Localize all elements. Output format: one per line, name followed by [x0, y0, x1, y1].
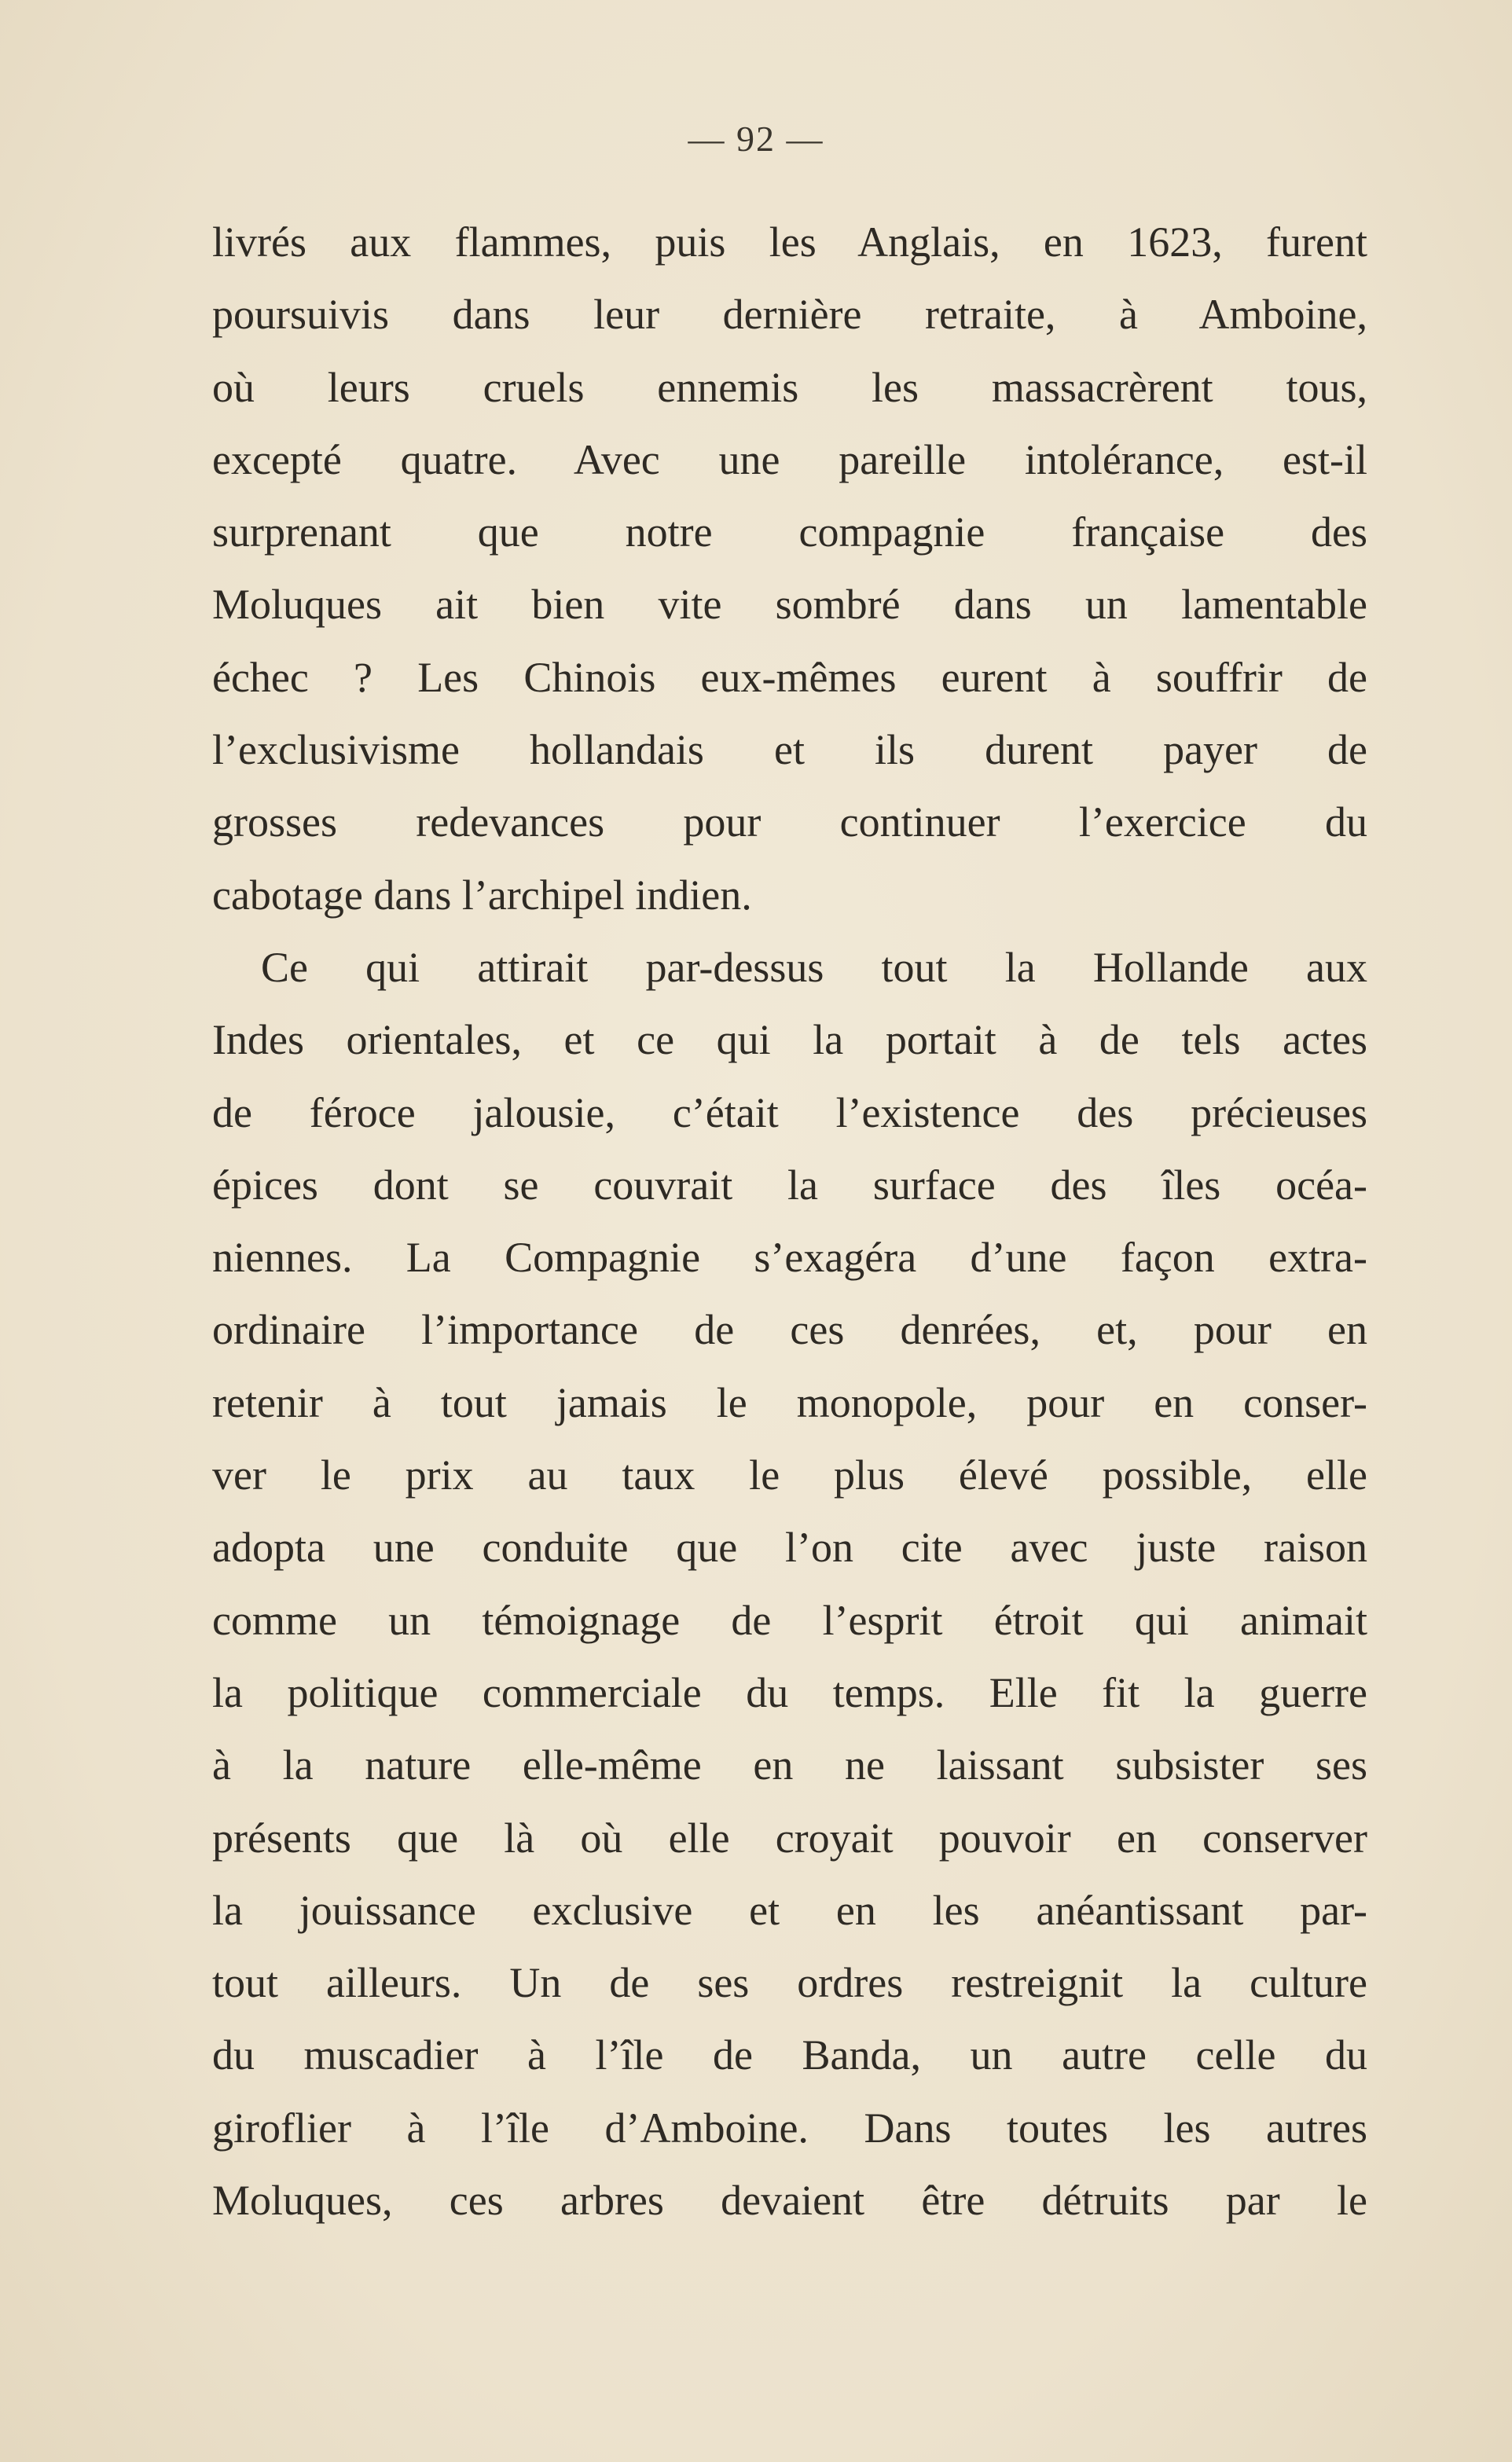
- text-line: Moluques ait bien vite sombré dans un lamentable: [212, 581, 1367, 629]
- text-line: échec ? Les Chinois eux-mêmes eurent à souffrir de: [212, 653, 1367, 701]
- text-line: retenir à tout jamais le monopole, pour en conser-: [212, 1378, 1367, 1426]
- text-line: poursuivis dans leur dernière retraite, à Amboine,: [212, 291, 1367, 339]
- text-line: ver le prix au taux le plus élevé possible, elle: [212, 1451, 1367, 1499]
- text-line: la jouissance exclusive et en les anéantissant par-: [212, 1886, 1367, 1934]
- text-line: livrés aux flammes, puis les Anglais, en 1623, furent: [212, 218, 1367, 266]
- text-line: l’exclusivisme hollandais et ils durent payer de: [212, 726, 1367, 774]
- page-number: — 92 —: [688, 119, 824, 159]
- paragraph-end-line: cabotage dans l’archipel indien.: [212, 871, 752, 919]
- text-line: tout ailleurs. Un de ses ordres restreignit la culture: [212, 1959, 1367, 2007]
- text-line: Indes orientales, et ce qui la portait à de tels actes: [212, 1016, 1367, 1064]
- text-line: excepté quatre. Avec une pareille intolérance, est-il: [212, 435, 1367, 483]
- text-line: où leurs cruels ennemis les massacrèrent tous,: [212, 363, 1367, 411]
- text-line: de féroce jalousie, c’était l’existence des précieuses: [212, 1088, 1367, 1136]
- text-line: comme un témoignage de l’esprit étroit qui animait: [212, 1596, 1367, 1644]
- text-line: du muscadier à l’île de Banda, un autre celle du: [212, 2031, 1367, 2079]
- text-line: niennes. La Compagnie s’exagéra d’une façon extra-: [212, 1234, 1367, 1282]
- text-line: surprenant que notre compagnie française des: [212, 508, 1367, 556]
- text-line: épices dont se couvrait la surface des îles océa-: [212, 1161, 1367, 1209]
- text-line: présents que là où elle croyait pouvoir en conserver: [212, 1814, 1367, 1862]
- body-text: [212, 206, 1367, 2236]
- text-line: Moluques, ces arbres devaient être détruits par le: [212, 2177, 1367, 2225]
- text-line: grosses redevances pour continuer l’exercice du: [212, 798, 1367, 846]
- text-line: ordinaire l’importance de ces denrées, et, pour en: [212, 1306, 1367, 1354]
- text-line: giroflier à l’île d’Amboine. Dans toutes les autres: [212, 2104, 1367, 2152]
- text-line: adopta une conduite que l’on cite avec juste raison: [212, 1524, 1367, 1572]
- text-line: la politique commerciale du temps. Elle fit la guerre: [212, 1668, 1367, 1716]
- text-line: à la nature elle-même en ne laissant subsister ses: [212, 1741, 1367, 1789]
- paragraph-start-line: Ce qui attirait par-dessus tout la Hollande aux: [261, 943, 1367, 991]
